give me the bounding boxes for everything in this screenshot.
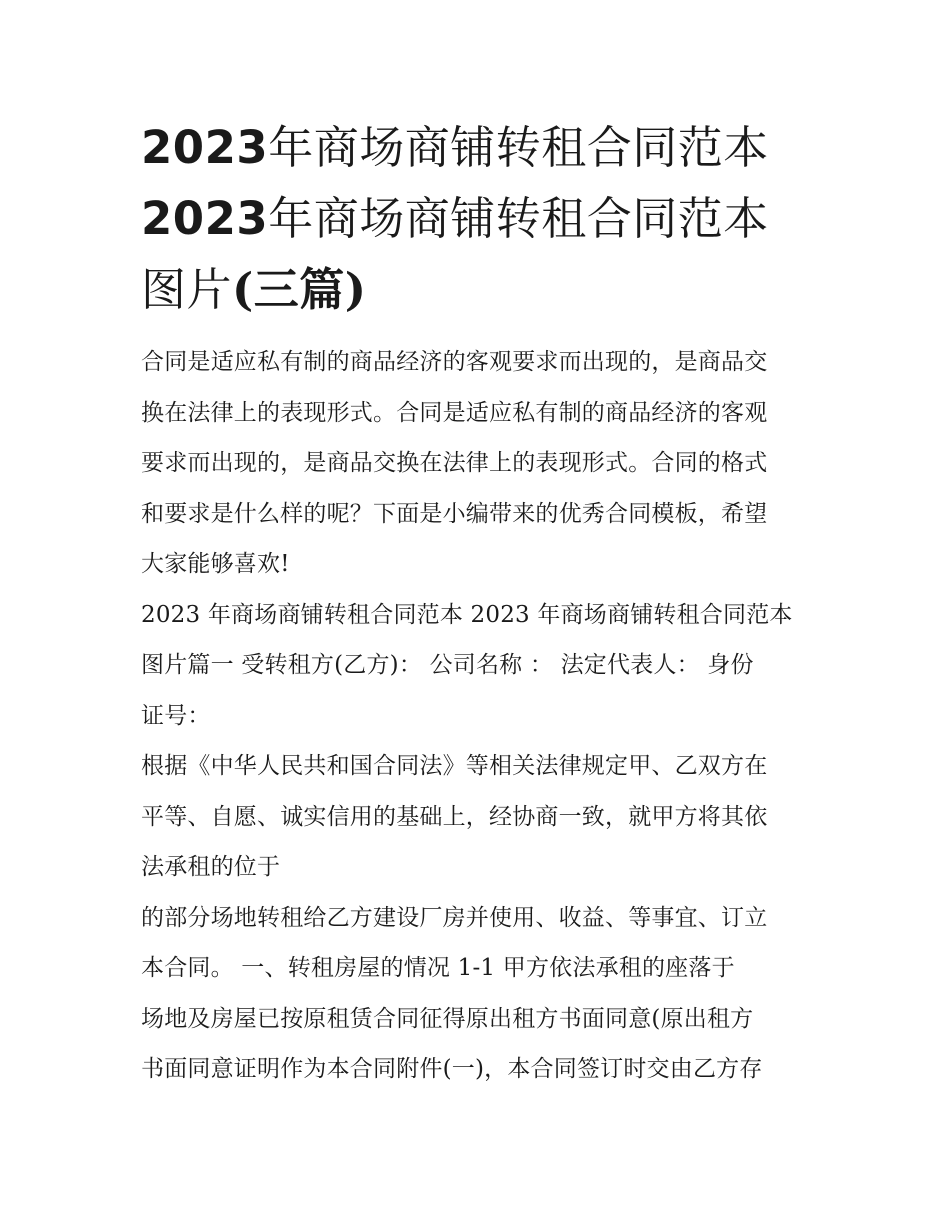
document-title (141, 112, 821, 325)
text-line: 换在法律上的表现形式。合同是适应私有制的商品经济的客观 (141, 399, 768, 426)
title-line (141, 112, 821, 183)
text-line: 和要求是什么样的呢？下面是小编带来的优秀合同模板，希望 (141, 500, 768, 527)
text-line: 法承租的位于 (141, 854, 281, 880)
text-line: 书面同意证明作为本合同附件(一)，本合同签订时交由乙方存 (141, 1056, 763, 1082)
text-line: 的部分场地转租给乙方建设厂房并使用、收益、等事宜、订立 (141, 904, 768, 931)
title-line (141, 183, 821, 254)
title-line (141, 254, 821, 325)
text-line: 图片篇一 受转租方(乙方)： 公司名称 ： 法定代表人： 身份 (141, 652, 754, 678)
text-line: 证号： (141, 702, 211, 729)
text-line: 平等、自愿、诚实信用的基础上，经协商一致，就甲方将其依 (141, 803, 768, 830)
text-line: 大家能够喜欢! (141, 551, 290, 577)
text-line: 本合同。 一、转租房屋的情况 1-1 甲方依法承租的座落于 (141, 955, 735, 981)
consent-paragraph (141, 994, 821, 1095)
text-line: 根据《中华人民共和国合同法》等相关法律规定甲、乙双方在 (141, 753, 768, 779)
title-year: 2023 (141, 192, 269, 245)
intro-paragraph (141, 337, 821, 590)
title-year: 2023 (141, 121, 269, 174)
title-text: 图片 (141, 263, 233, 316)
document-body (141, 112, 821, 1095)
title-text: 年商场商铺转租合同范本 (268, 121, 769, 174)
text-line: 要求而出现的，是商品交换在法律上的表现形式。合同的格式 (141, 450, 768, 476)
sublease-scope-paragraph (141, 893, 821, 994)
legal-basis-paragraph (141, 741, 821, 893)
section-heading-paragraph (141, 590, 821, 742)
title-text: 年商场商铺转租合同范本 (268, 192, 769, 245)
text-line: 合同是适应私有制的商品经济的客观要求而出现的，是商品交 (141, 349, 768, 375)
text-line: 场地及房屋已按原租赁合同征得原出租方书面同意(原出租方 (141, 1005, 754, 1032)
text-line: 2023 年商场商铺转租合同范本 2023 年商场商铺转租合同范本 (141, 601, 793, 628)
title-subtitle: (三篇) (232, 263, 367, 316)
